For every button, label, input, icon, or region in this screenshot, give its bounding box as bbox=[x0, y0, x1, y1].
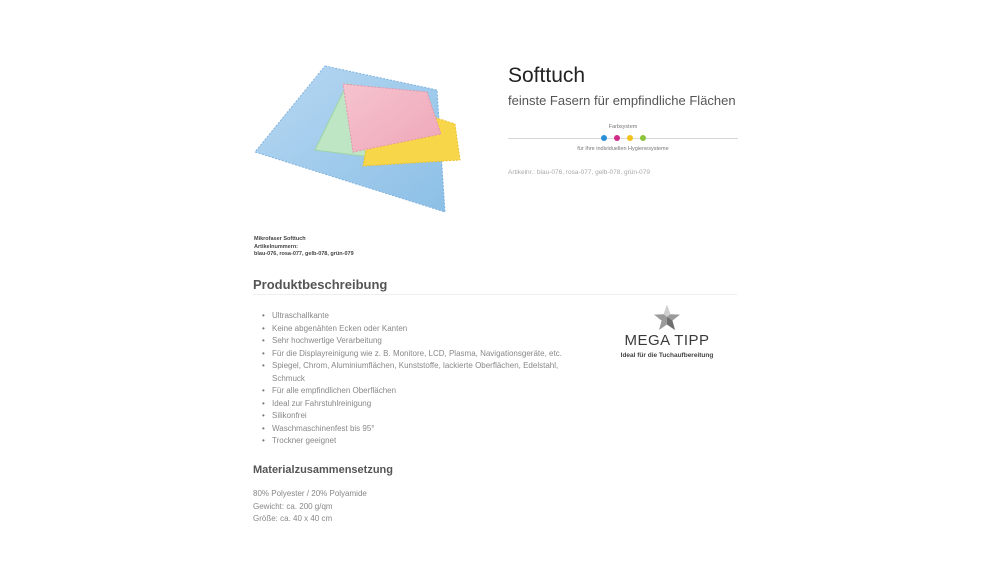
feature-item: • Trockner geeignet bbox=[262, 435, 572, 448]
farbsystem-widget bbox=[508, 124, 738, 156]
feature-item: • Silikonfrei bbox=[262, 410, 572, 423]
product-image bbox=[255, 62, 480, 217]
feature-item: • Ultraschallkante bbox=[262, 310, 572, 323]
section-title-produktbeschreibung: Produktbeschreibung bbox=[253, 277, 388, 292]
mega-tipp-title: MEGA TIPP bbox=[624, 332, 710, 349]
image-caption-line: blau-076, rosa-077, gelb-078, grün-079 bbox=[254, 251, 354, 257]
star-icon bbox=[653, 304, 681, 332]
feature-item: • Sehr hochwertige Verarbeitung bbox=[262, 335, 572, 348]
material-line: Gewicht: ca. 200 g/qm bbox=[253, 501, 333, 511]
product-title: Softtuch bbox=[508, 64, 586, 87]
farbsystem-label: Farbsystem bbox=[608, 124, 638, 130]
image-caption-line: Mikrofaser Softtuch bbox=[254, 236, 306, 242]
color-dot-yellow[interactable] bbox=[627, 135, 633, 141]
feature-item: • Keine abgenähten Ecken oder Kanten bbox=[262, 323, 572, 336]
material-details bbox=[253, 488, 367, 526]
feature-list bbox=[262, 310, 572, 448]
color-dot-pink[interactable] bbox=[614, 135, 620, 141]
mega-tipp-subtitle: Ideal für die Tuchaufbereitung bbox=[620, 352, 714, 359]
color-dots bbox=[508, 135, 738, 141]
material-line: 80% Polyester / 20% Polyamide bbox=[253, 489, 367, 498]
feature-item: • Ideal zur Fahrstuhlreinigung bbox=[262, 398, 572, 411]
section-title-materialzusammensetzung: Materialzusammensetzung bbox=[253, 464, 393, 476]
feature-item: • Für die Displayreinigung wie z. B. Monitore, LCD, Plasma, Navigationsgeräte, etc. bbox=[262, 348, 572, 361]
color-dot-green[interactable] bbox=[640, 135, 646, 141]
feature-item: • Für alle empfindlichen Oberflächen bbox=[262, 385, 572, 398]
image-caption bbox=[254, 236, 354, 259]
mega-tipp-badge bbox=[608, 304, 726, 359]
image-caption-line: Artikelnummern: bbox=[254, 243, 299, 250]
color-dot-blue[interactable] bbox=[601, 135, 607, 141]
section-divider bbox=[253, 294, 737, 295]
product-subtitle: feinste Fasern für empfindliche Flächen bbox=[508, 93, 736, 108]
farbsystem-description: für Ihre individuellen Hygienesysteme bbox=[577, 146, 669, 152]
article-numbers: Artikelnr.: blau-076, rosa-077, gelb-078, grün-079 bbox=[508, 169, 651, 176]
material-line: Größe: ca. 40 x 40 cm bbox=[253, 514, 333, 523]
feature-item: • Waschmaschinenfest bis 95° bbox=[262, 423, 572, 436]
feature-item: • Spiegel, Chrom, Aluminiumflächen, Kunststoffe, lackierte Oberflächen, Edelstahl, Schmuck bbox=[262, 360, 572, 385]
